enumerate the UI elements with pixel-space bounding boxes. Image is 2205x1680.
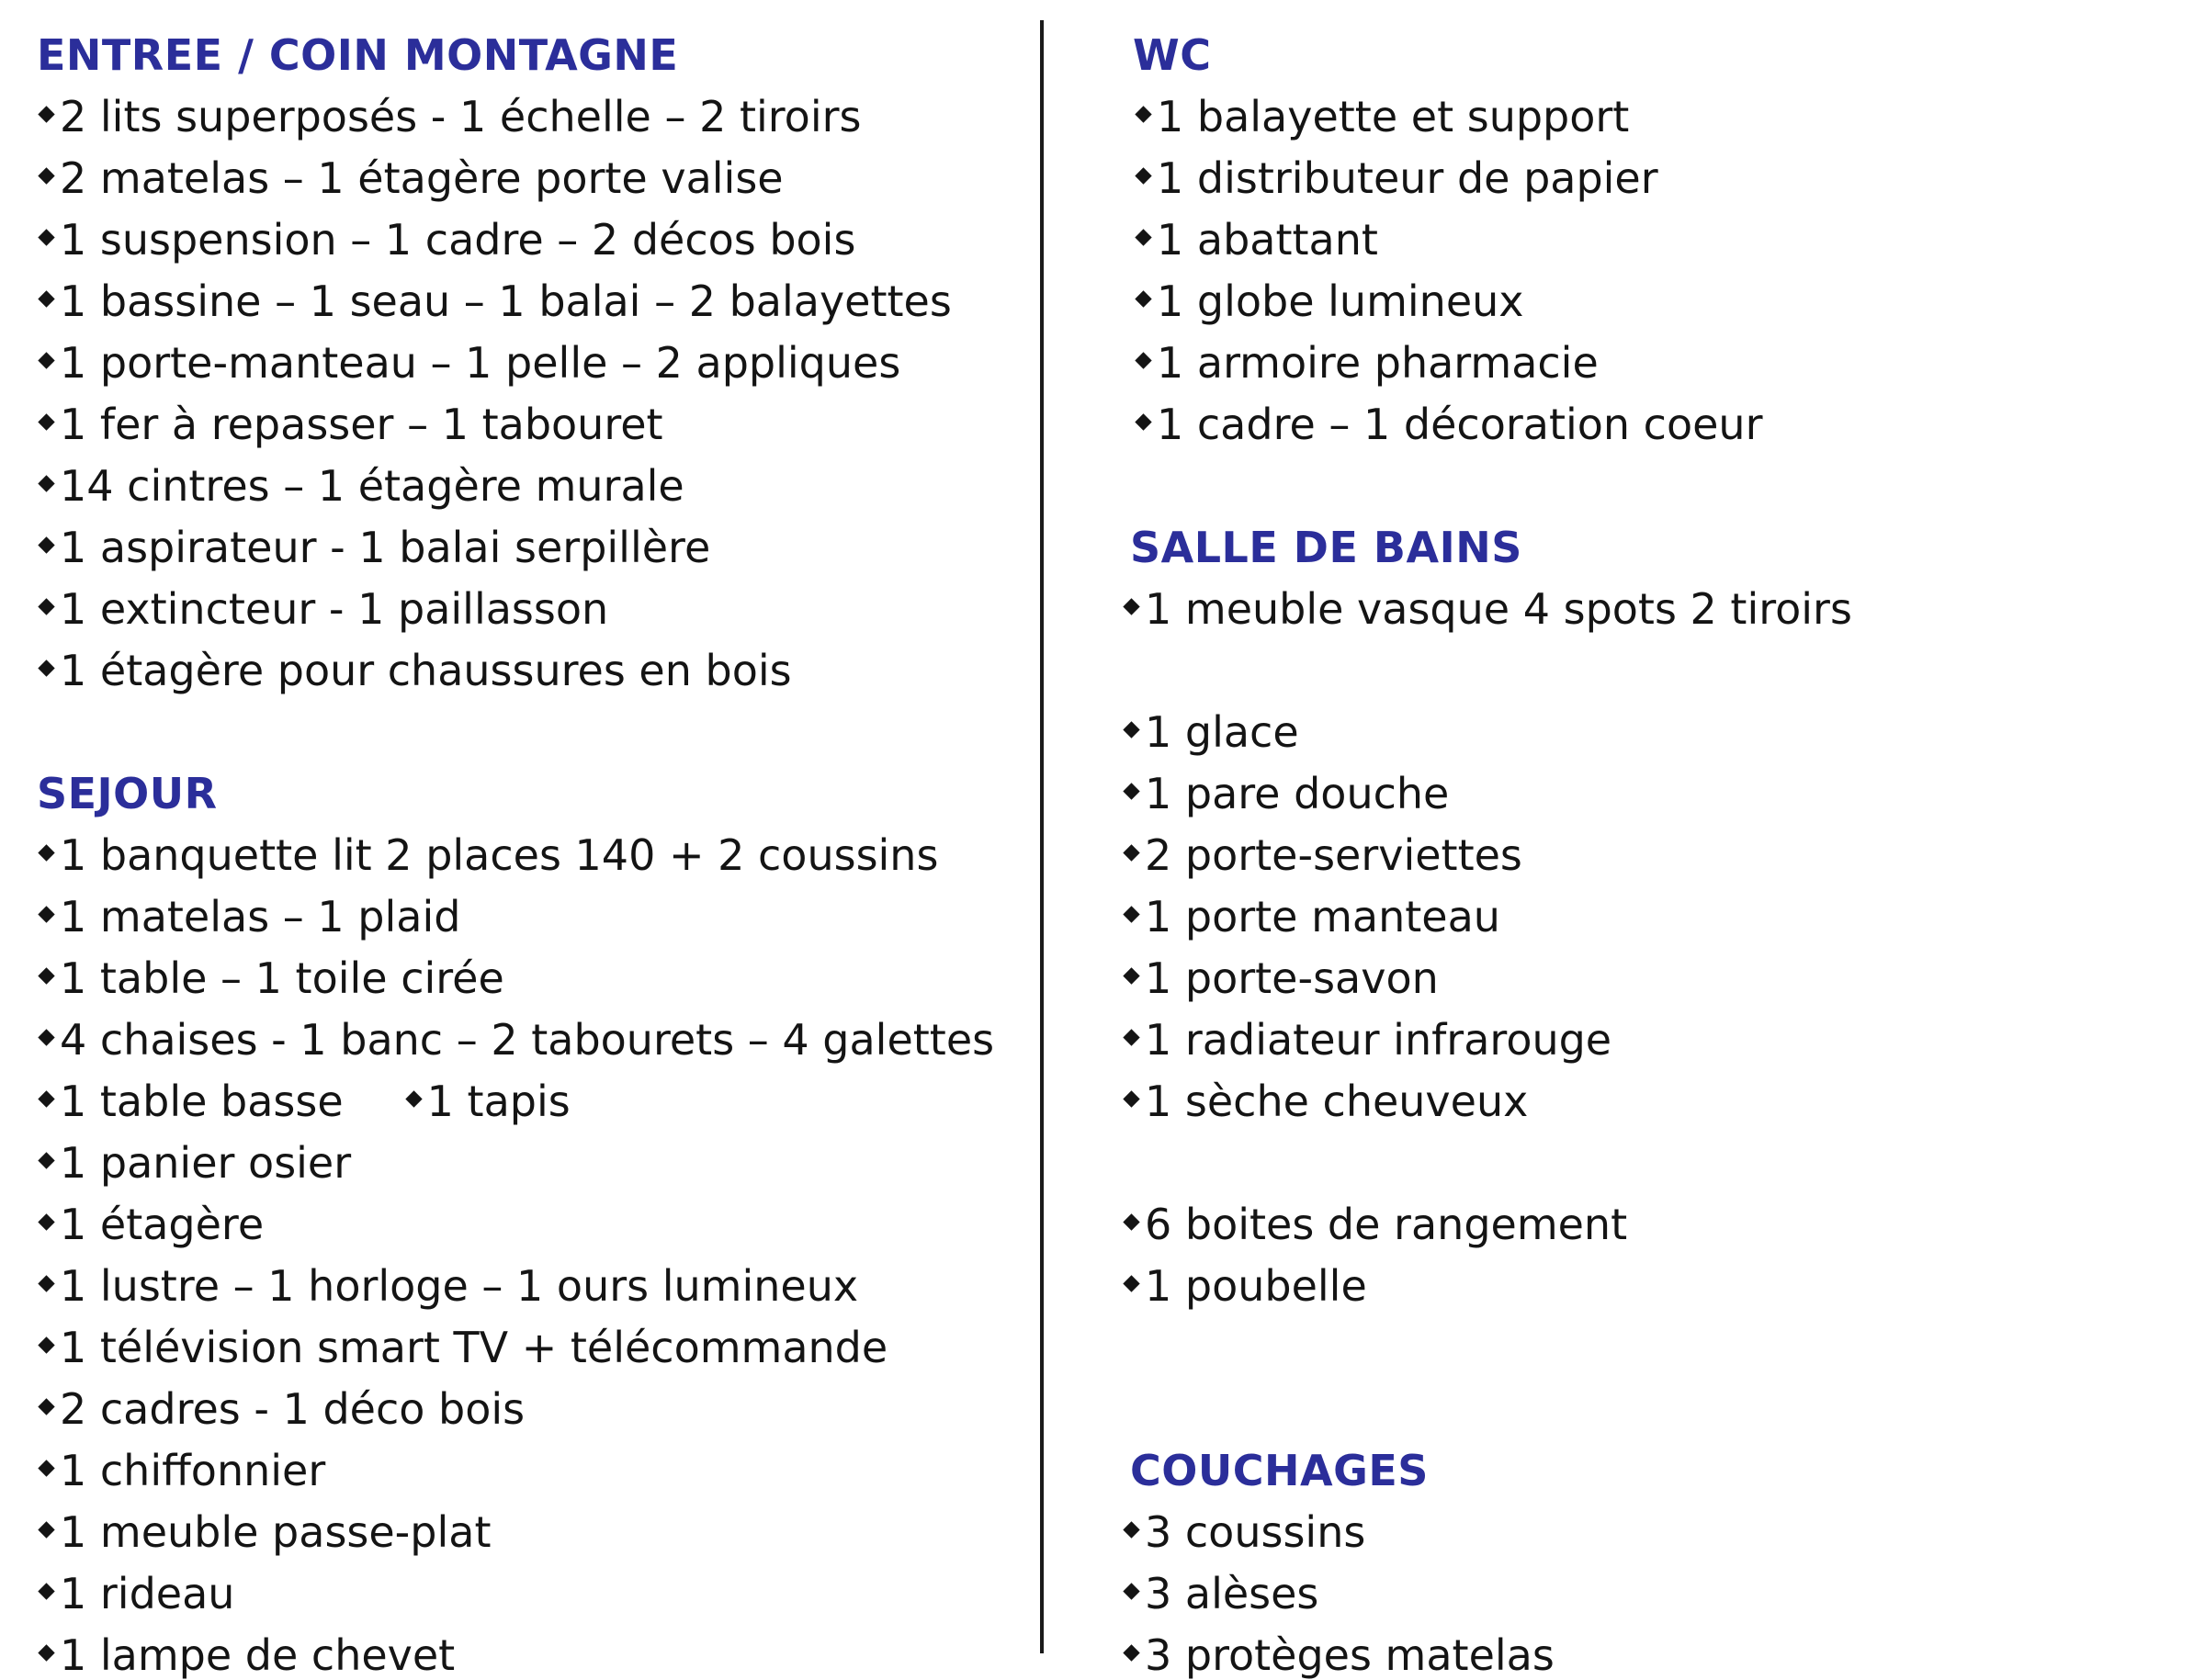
list-item-text: 1 matelas – 1 plaid bbox=[60, 892, 461, 941]
diamond-bullet-icon bbox=[38, 1460, 54, 1476]
list-item bbox=[40, 1446, 326, 1495]
diamond-bullet-icon bbox=[38, 967, 54, 984]
list-item bbox=[40, 1015, 995, 1065]
list-item bbox=[1137, 338, 1599, 388]
diamond-bullet-icon bbox=[1135, 106, 1151, 122]
list-item-text: 1 aspirateur - 1 balai serpillère bbox=[60, 523, 711, 572]
diamond-bullet-icon bbox=[38, 167, 54, 184]
list-item bbox=[40, 1384, 526, 1434]
list-item-text: 1 lustre – 1 horloge – 1 ours lumineux bbox=[60, 1261, 859, 1311]
list-item-text: 1 fer à repasser – 1 tabouret bbox=[60, 400, 663, 449]
list-item-text: 1 table basse bbox=[60, 1077, 344, 1126]
list-item bbox=[40, 1077, 571, 1126]
diamond-bullet-icon bbox=[1123, 1090, 1139, 1107]
list-item-text: 1 cadre – 1 décoration coeur bbox=[1157, 400, 1763, 449]
diamond-bullet-icon bbox=[38, 598, 54, 614]
list-item-text: 1 étagère pour chaussures en bois bbox=[60, 646, 792, 695]
list-item bbox=[40, 276, 952, 326]
list-item bbox=[40, 953, 504, 1003]
section-title-wc: WC bbox=[1133, 30, 1212, 80]
diamond-bullet-icon bbox=[1123, 598, 1139, 614]
list-item bbox=[40, 1323, 888, 1372]
list-item-text: 1 chiffonnier bbox=[60, 1446, 326, 1495]
diamond-bullet-icon bbox=[1123, 783, 1139, 799]
list-item bbox=[1137, 276, 1524, 326]
diamond-bullet-icon bbox=[1123, 1275, 1139, 1291]
list-item-text: 1 suspension – 1 cadre – 2 décos bois bbox=[60, 215, 856, 265]
list-item bbox=[1125, 1507, 1366, 1557]
list-item-text: 14 cintres – 1 étagère murale bbox=[60, 461, 684, 511]
list-item-text: 1 porte-manteau – 1 pelle – 2 appliques bbox=[60, 338, 901, 388]
list-item bbox=[40, 1261, 859, 1311]
diamond-bullet-icon bbox=[38, 536, 54, 553]
list-item bbox=[1125, 892, 1500, 941]
list-item-text: 1 meuble vasque 4 spots 2 tiroirs bbox=[1145, 584, 1852, 634]
diamond-bullet-icon bbox=[1135, 290, 1151, 307]
diamond-bullet-icon bbox=[1123, 906, 1139, 922]
diamond-bullet-icon bbox=[38, 1275, 54, 1291]
diamond-bullet-icon bbox=[1135, 352, 1151, 368]
diamond-bullet-icon bbox=[38, 1152, 54, 1168]
diamond-bullet-icon bbox=[1123, 1029, 1139, 1045]
list-item-text: 1 porte manteau bbox=[1145, 892, 1500, 941]
list-item bbox=[40, 646, 792, 695]
list-item-text: 2 matelas – 1 étagère porte valise bbox=[60, 153, 784, 203]
list-item-text: 1 globe lumineux bbox=[1157, 276, 1524, 326]
diamond-bullet-icon bbox=[1135, 413, 1151, 430]
list-item bbox=[40, 1569, 235, 1618]
list-item bbox=[40, 1138, 352, 1188]
diamond-bullet-icon bbox=[1123, 1213, 1139, 1230]
diamond-bullet-icon bbox=[38, 352, 54, 368]
diamond-bullet-icon bbox=[38, 1029, 54, 1045]
list-item bbox=[40, 584, 609, 634]
list-item-text: 2 lits superposés - 1 échelle – 2 tiroirs bbox=[60, 92, 862, 141]
list-item-text: 2 cadres - 1 déco bois bbox=[60, 1384, 526, 1434]
list-item-text-inline: 1 tapis bbox=[426, 1077, 571, 1126]
list-item bbox=[40, 338, 901, 388]
diamond-bullet-icon bbox=[1135, 229, 1151, 245]
diamond-bullet-icon bbox=[1123, 1521, 1139, 1538]
list-item-text: 1 rideau bbox=[60, 1569, 235, 1618]
diamond-bullet-icon bbox=[1123, 844, 1139, 861]
column-divider bbox=[1040, 20, 1044, 1653]
diamond-bullet-icon bbox=[38, 1336, 54, 1353]
list-item bbox=[40, 1200, 265, 1249]
list-item-text: 1 table – 1 toile cirée bbox=[60, 953, 504, 1003]
list-item bbox=[1125, 1261, 1367, 1311]
list-item-text: 1 lampe de chevet bbox=[60, 1630, 456, 1680]
list-item-text: 3 alèses bbox=[1145, 1569, 1319, 1618]
list-item bbox=[40, 215, 856, 265]
diamond-bullet-icon bbox=[38, 660, 54, 676]
list-item bbox=[40, 892, 461, 941]
list-item bbox=[40, 400, 663, 449]
diamond-bullet-icon bbox=[38, 475, 54, 491]
diamond-bullet-icon bbox=[405, 1090, 422, 1107]
list-item bbox=[1125, 1630, 1555, 1680]
list-item bbox=[1125, 1569, 1319, 1618]
diamond-bullet-icon bbox=[38, 1090, 54, 1107]
list-item-text: 1 étagère bbox=[60, 1200, 265, 1249]
diamond-bullet-icon bbox=[38, 1521, 54, 1538]
diamond-bullet-icon bbox=[1135, 167, 1151, 184]
list-item bbox=[1125, 1015, 1612, 1065]
diamond-bullet-icon bbox=[1123, 1583, 1139, 1599]
diamond-bullet-icon bbox=[38, 1398, 54, 1415]
list-item-text: 1 distributeur de papier bbox=[1157, 153, 1658, 203]
list-item bbox=[1137, 92, 1630, 141]
list-item bbox=[1125, 584, 1852, 634]
list-item bbox=[1125, 769, 1450, 818]
list-item bbox=[40, 1630, 456, 1680]
list-item bbox=[40, 523, 711, 572]
list-item bbox=[40, 1507, 492, 1557]
section-title-couchages: COUCHAGES bbox=[1130, 1446, 1429, 1495]
list-item-text: 1 panier osier bbox=[60, 1138, 352, 1188]
diamond-bullet-icon bbox=[38, 413, 54, 430]
diamond-bullet-icon bbox=[38, 106, 54, 122]
section-title-entree: ENTREE / COIN MONTAGNE bbox=[37, 30, 679, 80]
list-item-text: 1 télévision smart TV + télécommande bbox=[60, 1323, 888, 1372]
diamond-bullet-icon bbox=[38, 1583, 54, 1599]
list-item-text: 1 extincteur - 1 paillasson bbox=[60, 584, 609, 634]
list-item bbox=[1125, 1200, 1628, 1249]
list-item-text: 1 meuble passe-plat bbox=[60, 1507, 492, 1557]
list-item bbox=[40, 461, 684, 511]
list-item-text: 1 glace bbox=[1145, 707, 1299, 757]
list-item-text: 1 banquette lit 2 places 140 + 2 coussins bbox=[60, 830, 939, 880]
list-item-text: 1 armoire pharmacie bbox=[1157, 338, 1599, 388]
list-item-text: 1 balayette et support bbox=[1157, 92, 1630, 141]
list-item bbox=[1125, 830, 1522, 880]
diamond-bullet-icon bbox=[1123, 721, 1139, 738]
list-item-text: 1 porte-savon bbox=[1145, 953, 1439, 1003]
list-item bbox=[1137, 153, 1658, 203]
section-title-salle-de-bains: SALLE DE BAINS bbox=[1130, 523, 1522, 572]
list-item-text: 6 boites de rangement bbox=[1145, 1200, 1628, 1249]
list-item bbox=[40, 153, 784, 203]
diamond-bullet-icon bbox=[38, 906, 54, 922]
list-item bbox=[1125, 1077, 1529, 1126]
diamond-bullet-icon bbox=[38, 844, 54, 861]
diamond-bullet-icon bbox=[38, 1213, 54, 1230]
list-item-text: 1 radiateur infrarouge bbox=[1145, 1015, 1612, 1065]
list-item bbox=[40, 92, 862, 141]
list-item bbox=[1125, 953, 1439, 1003]
diamond-bullet-icon bbox=[38, 229, 54, 245]
list-item-text: 1 pare douche bbox=[1145, 769, 1450, 818]
diamond-bullet-icon bbox=[38, 290, 54, 307]
section-title-sejour: SEJOUR bbox=[37, 769, 218, 818]
list-item-text: 3 coussins bbox=[1145, 1507, 1366, 1557]
list-item bbox=[1137, 400, 1763, 449]
list-item-text: 2 porte-serviettes bbox=[1145, 830, 1522, 880]
list-item bbox=[40, 830, 939, 880]
list-item-text: 1 poubelle bbox=[1145, 1261, 1367, 1311]
diamond-bullet-icon bbox=[1123, 967, 1139, 984]
list-item-text: 1 sèche cheuveux bbox=[1145, 1077, 1529, 1126]
list-item-text: 1 bassine – 1 seau – 1 balai – 2 balayettes bbox=[60, 276, 952, 326]
list-item-text: 3 protèges matelas bbox=[1145, 1630, 1555, 1680]
list-item bbox=[1137, 215, 1378, 265]
list-item-text: 4 chaises - 1 banc – 2 tabourets – 4 galettes bbox=[60, 1015, 995, 1065]
list-item-text: 1 abattant bbox=[1157, 215, 1378, 265]
list-item bbox=[1125, 707, 1299, 757]
